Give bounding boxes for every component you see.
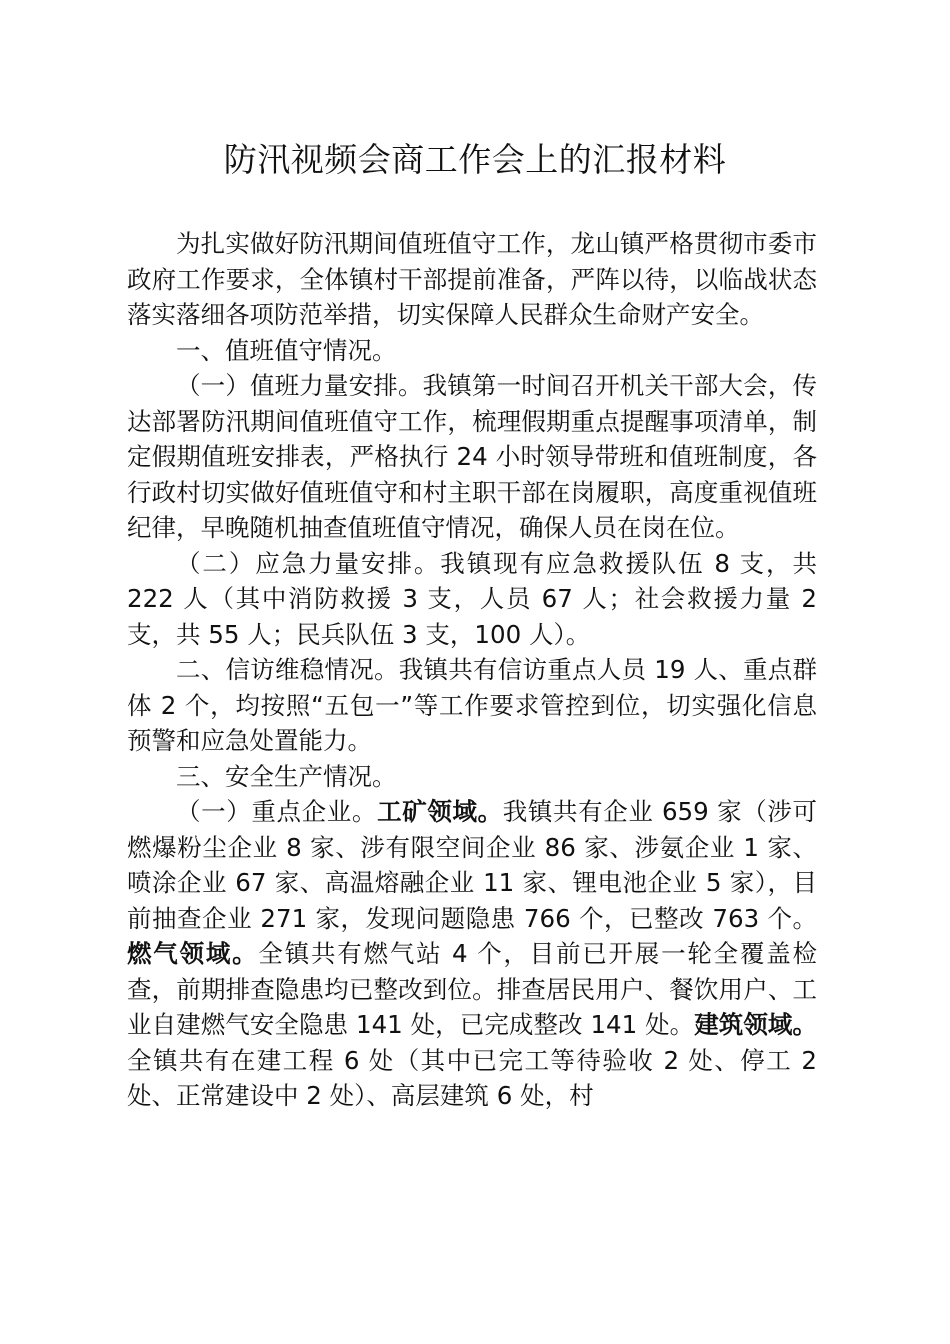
emergency-force-paragraph: （二）应急力量安排。我镇现有应急救援队伍 8 支，共 222 人（其中消防救援 3 支，人员 67 人；社会救援力量 2 支，共 55 人；民兵队伍 3 支，100 人）。 — [127, 548, 817, 649]
gas-text: 全镇共有燃气站 4 个，目前已开展一轮全覆盖检查，前期排查隐患均已整改到位。排查居民用户、餐饮用户、工业自建燃气安全隐患 141 处，已完成整改 141 处。 — [127, 939, 818, 1039]
document-title: 防汛视频会商工作会上的汇报材料 — [223, 140, 727, 179]
intro-paragraph: 为扎实做好防汛期间值班值守工作，龙山镇严格贯彻市委市政府工作要求，全体镇村干部提前准备，严阵以待，以临战状态落实落细各项防范举措，切实保障人民群众生命财产安全。 — [127, 229, 817, 329]
duty-staffing-paragraph: （一）值班力量安排。我镇第一时间召开机关干部大会，传达部署防汛期间值班值守工作，梳理假期重点提醒事项清单，制定假期值班安排表，严格执行 24 小时领导带班和值班制度，各行政村切实做好值班值守和村主职干部在岗履职，高度重视值班纪律，早晚随机抽查值班值守情况，确保人员在岗在位。 — [127, 371, 817, 542]
petition-stability-paragraph: 二、信访维稳情况。我镇共有信访重点人员 19 人、重点群体 2 个，均按照“五包一”等工作要求管控到位，切实强化信息预警和应急处置能力。 — [127, 655, 817, 755]
construction-heading: 建筑领域。 — [694, 1010, 817, 1039]
key-enterprises-lead: （一）重点企业。 — [176, 797, 378, 826]
section-heading-safety: 三、安全生产情况。 — [176, 761, 397, 791]
mining-text: 我镇共有企业 659 家（涉可燃爆粉尘企业 8 家、涉有限空间企业 86 家、涉氨企业 1 家、喷涂企业 67 家、高温熔融企业 11 家、锂电池企业 5 家），目前抽查企业 271 家，发现问题隐患 766 个，已整改 763 个。 — [127, 797, 818, 933]
section-heading-duty: 一、值班值守情况。 — [176, 335, 397, 365]
gas-heading: 燃气领域。 — [127, 939, 259, 968]
document-body — [127, 226, 817, 1114]
key-enterprises-paragraph — [127, 794, 817, 1114]
mining-heading: 工矿领域。 — [377, 797, 503, 826]
construction-text: 全镇共有在建工程 6 处（其中已完工等待验收 2 处、停工 2 处、正常建设中 2 处）、高层建筑 6 处，村 — [127, 1045, 817, 1110]
